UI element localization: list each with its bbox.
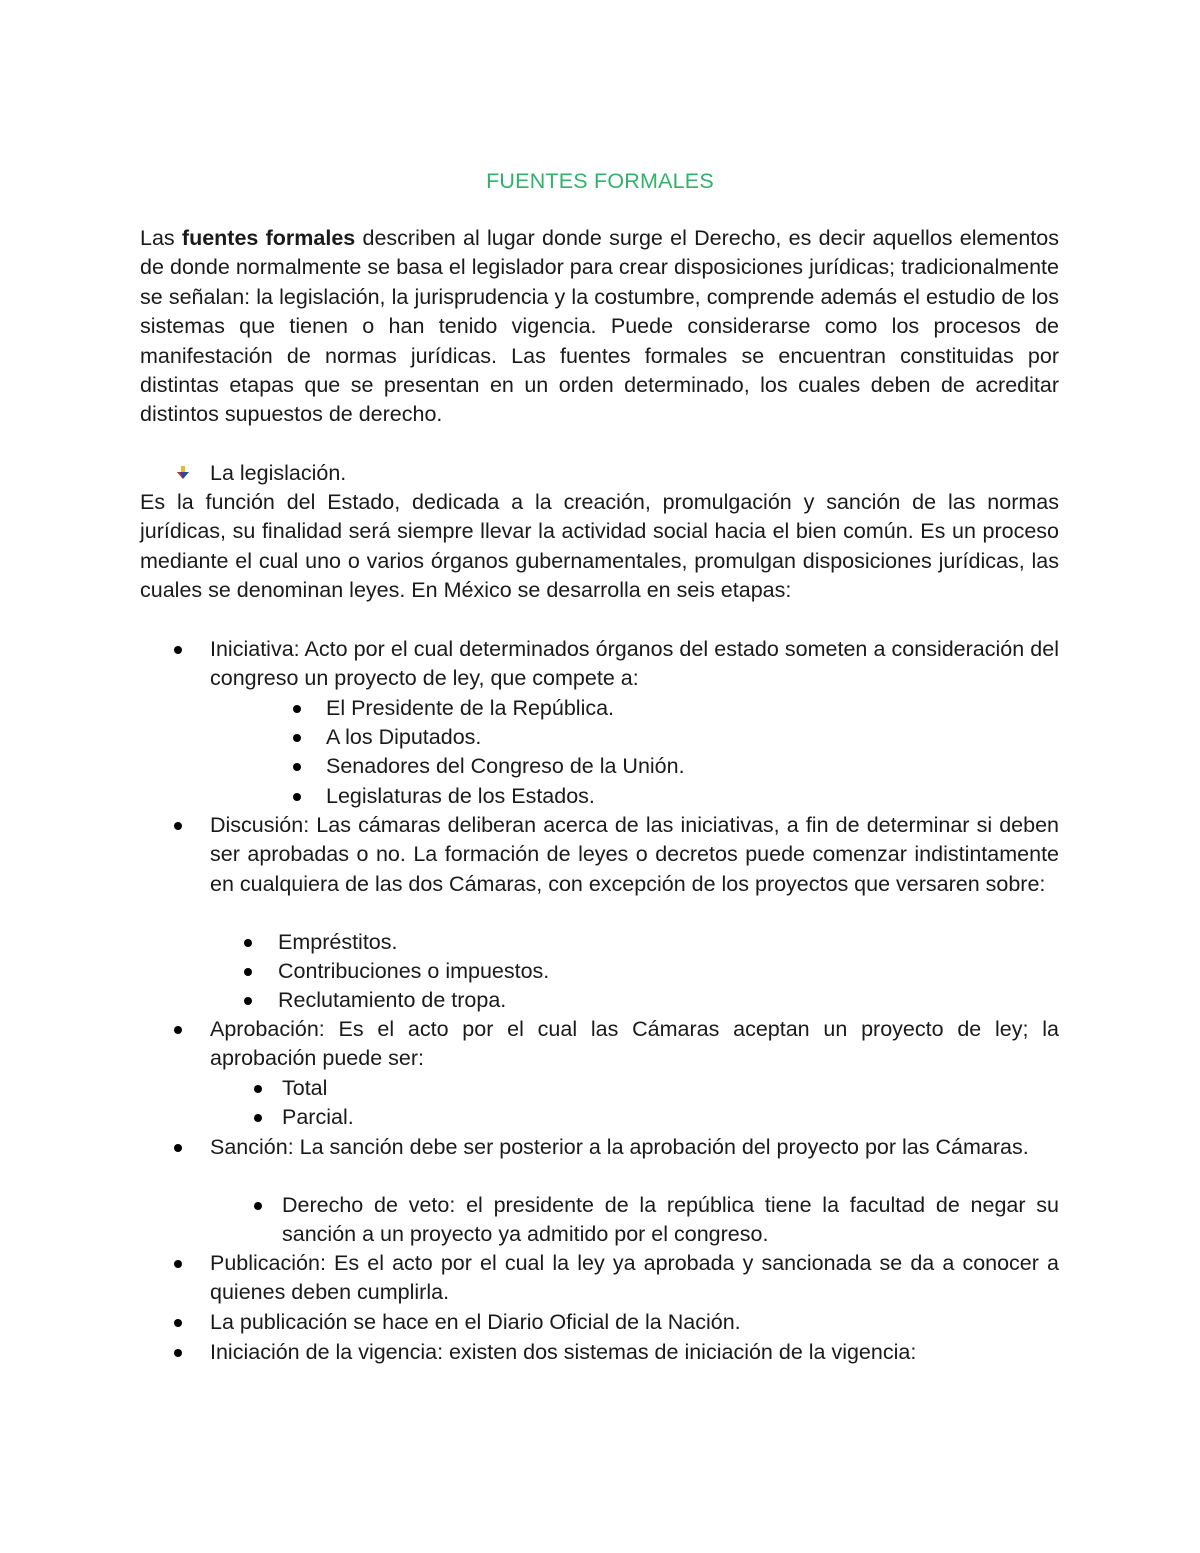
bullet-dot: [293, 793, 301, 801]
list-item-publicacion: [210, 1249, 1059, 1308]
page-title: FUENTES FORMALES: [486, 169, 714, 193]
bullet-dot: [293, 705, 301, 713]
bullet-dot: [244, 968, 252, 976]
bullet-dot: [174, 1026, 182, 1034]
bullet-dot: [254, 1202, 262, 1210]
intro-paragraph: [140, 224, 1059, 430]
list-item-aprobacion: [210, 1015, 1059, 1074]
intro-rest: describen al lugar donde surge el Derecho, es decir aquellos elementos de donde normalmente se basa el legislador para crear disposiciones jurídicas; tradicionalmente se señalan: la legislación, la jurisprudencia y la costumbre, comprende además el estudio de los sistemas que tienen o han tenido vigencia. Puede considerarse como los procesos de manifestación de normas jurídicas. Las fuentes formales se encuentran constituidas por distintas etapas que se presentan en un orden determinado, los cuales deben de acreditar distintos supuestos de derecho.: [140, 226, 1059, 427]
sublist-item: [326, 782, 926, 811]
list-item-vigencia: [210, 1338, 1059, 1367]
list-item-text: La publicación se hace en el Diario Oficial de la Nación.: [210, 1310, 741, 1334]
sublist-item: [282, 1103, 1059, 1132]
bullet-dot: [254, 1085, 262, 1093]
legislacion-paragraph: Es la función del Estado, dedicada a la creación, promulgación y sanción de las normas jurídicas, su finalidad será siempre llevar la actividad social hacia el bien común. Es un proceso mediante el cual uno o varios órganos gubernamentales, promulgan disposiciones jurídicas, las cuales se denominan leyes. En México se desarrolla en seis etapas:: [140, 490, 1059, 603]
list-item-sancion: [210, 1133, 1059, 1162]
list-item-text: Aprobación: Es el acto por el cual las Cámaras aceptan un proyecto de ley; la aprobación puede ser:: [210, 1017, 1059, 1071]
legislacion-heading-text: La legislación.: [210, 461, 347, 485]
sublist-item: [326, 752, 926, 781]
arrow-down-bullet-icon: [175, 465, 191, 481]
list-item-text: Sanción: La sanción debe ser posterior a la aprobación del proyecto por las Cámaras.: [210, 1135, 1029, 1159]
sublist-item-text: Legislaturas de los Estados.: [326, 784, 595, 808]
bullet-dot: [293, 734, 301, 742]
sublist-item: [282, 1191, 1059, 1250]
bullet-dot: [174, 1260, 182, 1268]
bullet-dot: [174, 1144, 182, 1152]
sublist-item: [326, 694, 926, 723]
sublist-item-text: Contribuciones o impuestos.: [278, 959, 550, 983]
intro-prefix: Las: [140, 226, 182, 250]
bullet-dot: [244, 997, 252, 1005]
list-item-text: Discusión: Las cámaras deliberan acerca de las iniciativas, a fin de determinar si deben ser aprobadas o no. La formación de leyes o decretos puede comenzar indistintamente en cualquiera de las dos Cámaras, con excepción de los proyectos que versaren sobre:: [210, 813, 1059, 896]
sublist-item-text: Reclutamiento de tropa.: [278, 988, 507, 1012]
intro-bold-term: fuentes formales: [181, 226, 356, 250]
list-item-iniciativa: [210, 635, 1059, 694]
sublist-item-text: A los Diputados.: [326, 725, 482, 749]
sublist-item: [278, 928, 1059, 957]
list-item-text: Publicación: Es el acto por el cual la ley ya aprobada y sancionada se da a conocer a quienes deben cumplirla.: [210, 1251, 1059, 1305]
list-item-text: Iniciación de la vigencia: existen dos sistemas de iniciación de la vigencia:: [210, 1340, 917, 1364]
sublist-item: [326, 723, 926, 752]
bullet-dot: [174, 822, 182, 830]
sublist-item-text: Derecho de veto: el presidente de la república tiene la facultad de negar su sanción a un proyecto ya admitido por el congreso.: [282, 1193, 1059, 1247]
bullet-dot: [174, 646, 182, 654]
sublist-item-text: El Presidente de la República.: [326, 696, 615, 720]
bullet-dot: [174, 1319, 182, 1327]
sublist-item-text: Parcial.: [282, 1105, 354, 1129]
sublist-item: [278, 957, 1059, 986]
list-item-diario-oficial: [210, 1308, 1059, 1337]
list-item-discusion: [210, 811, 1059, 899]
sublist-item-text: Empréstitos.: [278, 930, 398, 954]
sublist-item-text: Senadores del Congreso de la Unión.: [326, 754, 685, 778]
list-item-text: Iniciativa: Acto por el cual determinados órganos del estado someten a consideración del congreso un proyecto de ley, que compete a:: [210, 637, 1059, 691]
sublist-item-text: Total: [282, 1076, 328, 1100]
bullet-dot: [174, 1349, 182, 1357]
bullet-dot: [244, 939, 252, 947]
sublist-item: [282, 1074, 1059, 1103]
sublist-item: [278, 986, 1059, 1015]
bullet-dot: [254, 1114, 262, 1122]
bullet-dot: [293, 763, 301, 771]
